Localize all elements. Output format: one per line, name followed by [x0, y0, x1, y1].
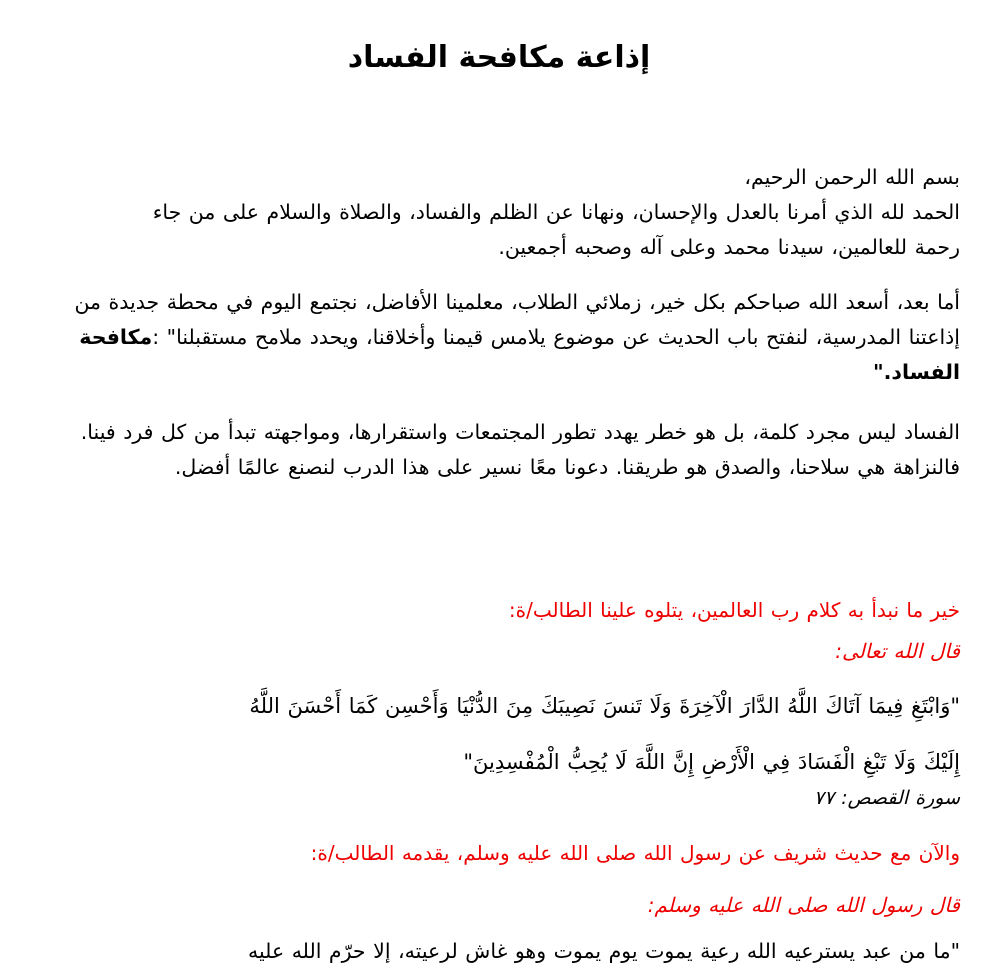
intro-paragraph-text: أما بعد، أسعد الله صباحكم بكل خير، زملائي الطلاب، معلمينا الأفاضل، نجتمع اليوم في محطة جديدة من إذاعتنا المدرسية، لنفتح باب الحديث عن موضوع يلامس قيمنا وأخلاقنا، ويحدد ملامح مستقبلنا" :: [74, 290, 960, 349]
prophet-said-heading: قال رسول الله صلى الله عليه وسلم:: [647, 893, 960, 917]
praise-line-2: رحمة للعالمين، سيدنا محمد وعلى آله وصحبه أجمعين.: [498, 235, 960, 259]
surah-reference: سورة القصص: ٧٧: [813, 787, 960, 809]
verse-line-2: إِلَيْكَ وَلَا تَبْغِ الْفَسَادَ فِي الْأَرْضِ إِنَّ اللَّهَ لَا يُحِبُّ الْمُفْسِدِينَ": [463, 750, 960, 774]
hadith-intro: والآن مع حديث شريف عن رسول الله صلى الله عليه وسلم، يقدمه الطالب/ة:: [310, 841, 960, 865]
topic-bold-text: مكافحة الفساد.": [79, 325, 960, 384]
hadith-line-1: "ما من عبد يسترعيه الله رعية يموت يوم يموت وهو غاش لرعيته، إلا حرّم الله عليه: [247, 939, 960, 963]
verse-line-1: "وَابْتَغِ فِيمَا آتَاكَ اللَّهُ الدَّارَ الْآخِرَةَ وَلَا تَنسَ نَصِيبَكَ مِنَ الدُّنْيَا وَأَحْسِن كَمَا أَحْسَنَ اللَّهُ: [249, 694, 960, 718]
basmala-line: بسم الله الرحمن الرحيم،: [744, 165, 960, 189]
document-page: [38, 0, 960, 978]
praise-line-1: الحمد لله الذي أمرنا بالعدل والإحسان، ونهانا عن الظلم والفساد، والصلاة والسلام على من جاء: [152, 200, 960, 224]
allah-said-heading: قال الله تعالى:: [835, 639, 960, 663]
page-title: إذاعة مكافحة الفساد: [347, 40, 651, 75]
corruption-paragraph: الفساد ليس مجرد كلمة، بل هو خطر يهدد تطور المجتمعات واستقرارها، ومواجهته تبدأ من كل فرد فينا. فالنزاهة هي سلاحنا، والصدق هو طريقنا. دعونا معًا نسير على هذا الدرب لنصنع عالمًا أفضل.: [80, 420, 960, 479]
intro-paragraph: [38, 285, 960, 390]
quran-intro: خير ما نبدأ به كلام رب العالمين، يتلوه علينا الطالب/ة:: [508, 598, 960, 622]
